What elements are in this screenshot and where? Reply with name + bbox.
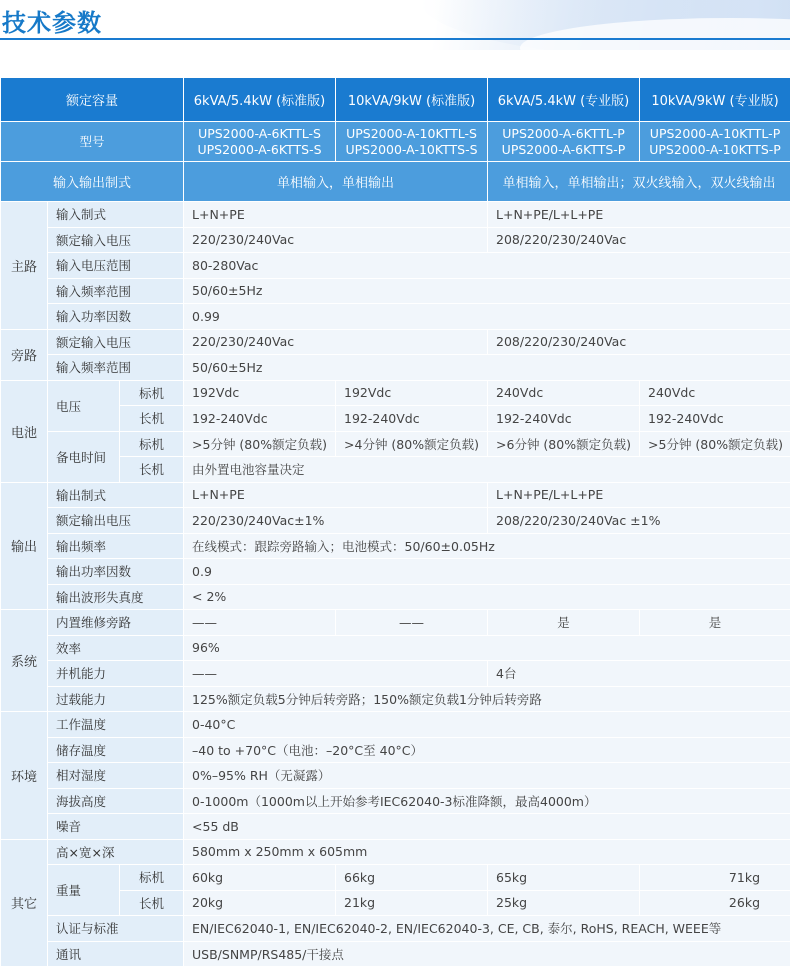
cell-value: EN/IEC62040-1, EN/IEC62040-2, EN/IEC62040-3, CE, CB, 泰尔, RoHS, REACH, WEEE等 xyxy=(184,916,790,942)
table-row xyxy=(1,788,790,814)
model-line: UPS2000-A-6KTTL-S xyxy=(198,125,321,141)
cell-value: 在线模式：跟踪旁路输入；电池模式：50/60±0.05Hz xyxy=(184,533,790,559)
row-label: 工作温度 xyxy=(48,712,184,738)
table-row xyxy=(1,941,790,967)
cell-value: 192-240Vdc xyxy=(488,406,640,432)
cell-value: >5分钟 (80%额定负载) xyxy=(184,431,336,457)
group-output: 输出 xyxy=(1,482,48,610)
cell-value: <55 dB xyxy=(184,814,790,840)
cell-value: 由外置电池容量决定 xyxy=(184,457,790,483)
cell-value: L+N+PE/L+L+PE xyxy=(488,482,790,508)
cell-value: >5分钟 (80%额定负载) xyxy=(640,431,790,457)
table-row xyxy=(1,610,790,636)
model-line: UPS2000-A-10KTTL-P xyxy=(649,125,781,141)
table-row xyxy=(1,916,790,942)
io-label: 输入输出制式 xyxy=(1,162,184,202)
table-row xyxy=(1,406,790,432)
capacity-cell: 10kVA/9kW (标准版) xyxy=(336,78,488,122)
model-label: 型号 xyxy=(1,122,184,162)
cell-value: 240Vdc xyxy=(488,380,640,406)
table-row xyxy=(1,890,790,916)
cell-value: 192Vdc xyxy=(336,380,488,406)
table-row xyxy=(1,712,790,738)
row-label: 输入功率因数 xyxy=(48,304,184,330)
row-label: 额定输出电压 xyxy=(48,508,184,534)
cell-value: 是 xyxy=(488,610,640,636)
cell-value: >4分钟 (80%额定负载) xyxy=(336,431,488,457)
cell-value: 80-280Vac xyxy=(184,253,790,279)
model-line: UPS2000-A-10KTTS-P xyxy=(649,141,781,157)
title-rule xyxy=(0,38,790,40)
group-main-circuit: 主路 xyxy=(1,202,48,330)
row-label: 过载能力 xyxy=(48,686,184,712)
cell-value: 60kg xyxy=(184,865,336,891)
table-row xyxy=(1,355,790,381)
row-label: 输入制式 xyxy=(48,202,184,228)
table-row xyxy=(1,227,790,253)
table-row xyxy=(1,737,790,763)
cell-value: —— xyxy=(184,610,336,636)
group-others: 其它 xyxy=(1,839,48,967)
cell-value: 220/230/240Vac xyxy=(184,329,488,355)
row-label: 通讯 xyxy=(48,941,184,967)
model-row xyxy=(1,122,790,162)
cell-value: 208/220/230/240Vac ±1% xyxy=(488,508,790,534)
row-label: 海拔高度 xyxy=(48,788,184,814)
group-battery: 电池 xyxy=(1,380,48,482)
model-line: UPS2000-A-10KTTL-S xyxy=(346,125,477,141)
model-cell xyxy=(640,122,790,162)
row-label: 备电时间 xyxy=(48,431,120,482)
table-row xyxy=(1,508,790,534)
cell-value: 192-240Vdc xyxy=(184,406,336,432)
row-label: 并机能力 xyxy=(48,661,184,687)
row-label: 噪音 xyxy=(48,814,184,840)
table-row xyxy=(1,559,790,585)
table-row xyxy=(1,253,790,279)
sub-label: 长机 xyxy=(120,457,184,483)
table-row xyxy=(1,635,790,661)
cell-value: –40 to +70°C（电池：–20°C至 40°C） xyxy=(184,737,790,763)
cell-value: 96% xyxy=(184,635,790,661)
sub-label: 标机 xyxy=(120,865,184,891)
row-label: 输出制式 xyxy=(48,482,184,508)
model-cell xyxy=(488,122,640,162)
model-cell xyxy=(336,122,488,162)
cell-value: 4台 xyxy=(488,661,790,687)
cell-value: 240Vdc xyxy=(640,380,790,406)
model-line: UPS2000-A-6KTTL-P xyxy=(502,125,625,141)
cell-value: L+N+PE/L+L+PE xyxy=(488,202,790,228)
cell-value: USB/SNMP/RS485/干接点 xyxy=(184,941,790,967)
cell-value: 0.9 xyxy=(184,559,790,585)
cell-value: 是 xyxy=(640,610,790,636)
cell-value: 0-40°C xyxy=(184,712,790,738)
sub-label: 标机 xyxy=(120,431,184,457)
capacity-cell: 6kVA/5.4kW (标准版) xyxy=(184,78,336,122)
table-row xyxy=(1,533,790,559)
io-standard: 单相输入，单相输出 xyxy=(184,162,488,202)
group-environment: 环境 xyxy=(1,712,48,840)
cell-value: 0.99 xyxy=(184,304,790,330)
table-row xyxy=(1,814,790,840)
sub-label: 长机 xyxy=(120,890,184,916)
table-row xyxy=(1,457,790,483)
row-label: 输入电压范围 xyxy=(48,253,184,279)
row-label: 高×宽×深 xyxy=(48,839,184,865)
cell-value: 208/220/230/240Vac xyxy=(488,329,790,355)
table-row xyxy=(1,431,790,457)
cell-value: 25kg xyxy=(488,890,640,916)
cell-value: 71kg xyxy=(640,865,790,891)
cell-value: L+N+PE xyxy=(184,202,488,228)
row-label: 输出频率 xyxy=(48,533,184,559)
capacity-label: 额定容量 xyxy=(1,78,184,122)
cell-value: 192Vdc xyxy=(184,380,336,406)
row-label: 储存温度 xyxy=(48,737,184,763)
io-professional: 单相输入，单相输出；双火线输入，双火线输出 xyxy=(488,162,790,202)
row-label: 电压 xyxy=(48,380,120,431)
cell-value: 50/60±5Hz xyxy=(184,355,790,381)
row-label: 额定输入电压 xyxy=(48,227,184,253)
group-bypass: 旁路 xyxy=(1,329,48,380)
table-row xyxy=(1,202,790,228)
row-label: 相对湿度 xyxy=(48,763,184,789)
sub-label: 长机 xyxy=(120,406,184,432)
group-system: 系统 xyxy=(1,610,48,712)
row-label: 重量 xyxy=(48,865,120,916)
spec-table xyxy=(0,77,790,967)
cell-value: 65kg xyxy=(488,865,640,891)
table-row xyxy=(1,661,790,687)
capacity-cell: 10kVA/9kW (专业版) xyxy=(640,78,790,122)
row-label: 输入频率范围 xyxy=(48,278,184,304)
row-label: 输出波形失真度 xyxy=(48,584,184,610)
row-label: 额定输入电压 xyxy=(48,329,184,355)
cell-value: 220/230/240Vac±1% xyxy=(184,508,488,534)
row-label: 效率 xyxy=(48,635,184,661)
row-label: 输入频率范围 xyxy=(48,355,184,381)
table-row xyxy=(1,278,790,304)
cell-value: 192-240Vdc xyxy=(336,406,488,432)
model-line: UPS2000-A-10KTTS-S xyxy=(345,141,478,157)
cell-value: 220/230/240Vac xyxy=(184,227,488,253)
table-row xyxy=(1,482,790,508)
table-row xyxy=(1,584,790,610)
cell-value: 50/60±5Hz xyxy=(184,278,790,304)
model-line: UPS2000-A-6KTTS-P xyxy=(501,141,626,157)
table-row xyxy=(1,380,790,406)
row-label: 输出功率因数 xyxy=(48,559,184,585)
table-row xyxy=(1,865,790,891)
cell-value: —— xyxy=(184,661,488,687)
title-banner xyxy=(0,0,790,50)
model-cell xyxy=(184,122,336,162)
io-system-row xyxy=(1,162,790,202)
cell-value: 21kg xyxy=(336,890,488,916)
table-row xyxy=(1,763,790,789)
cell-value: 66kg xyxy=(336,865,488,891)
cell-value: 0-1000m（1000m以上开始参考IEC62040-3标准降额，最高4000m） xyxy=(184,788,790,814)
model-line: UPS2000-A-6KTTS-S xyxy=(197,141,322,157)
sub-label: 标机 xyxy=(120,380,184,406)
cell-value: 0%–95% RH（无凝露） xyxy=(184,763,790,789)
row-label: 内置维修旁路 xyxy=(48,610,184,636)
cell-value: 580mm x 250mm x 605mm xyxy=(184,839,790,865)
table-row xyxy=(1,304,790,330)
cell-value: 192-240Vdc xyxy=(640,406,790,432)
cell-value: L+N+PE xyxy=(184,482,488,508)
cell-value: 20kg xyxy=(184,890,336,916)
page-title: 技术参数 xyxy=(2,9,102,37)
cell-value: —— xyxy=(336,610,488,636)
row-label: 认证与标准 xyxy=(48,916,184,942)
cell-value: 26kg xyxy=(640,890,790,916)
cell-value: >6分钟 (80%额定负载) xyxy=(488,431,640,457)
cell-value: 125%额定负载5分钟后转旁路；150%额定负载1分钟后转旁路 xyxy=(184,686,790,712)
table-row xyxy=(1,839,790,865)
capacity-row xyxy=(1,78,790,122)
table-row xyxy=(1,329,790,355)
table-row xyxy=(1,686,790,712)
cell-value: < 2% xyxy=(184,584,790,610)
cell-value: 208/220/230/240Vac xyxy=(488,227,790,253)
capacity-cell: 6kVA/5.4kW (专业版) xyxy=(488,78,640,122)
